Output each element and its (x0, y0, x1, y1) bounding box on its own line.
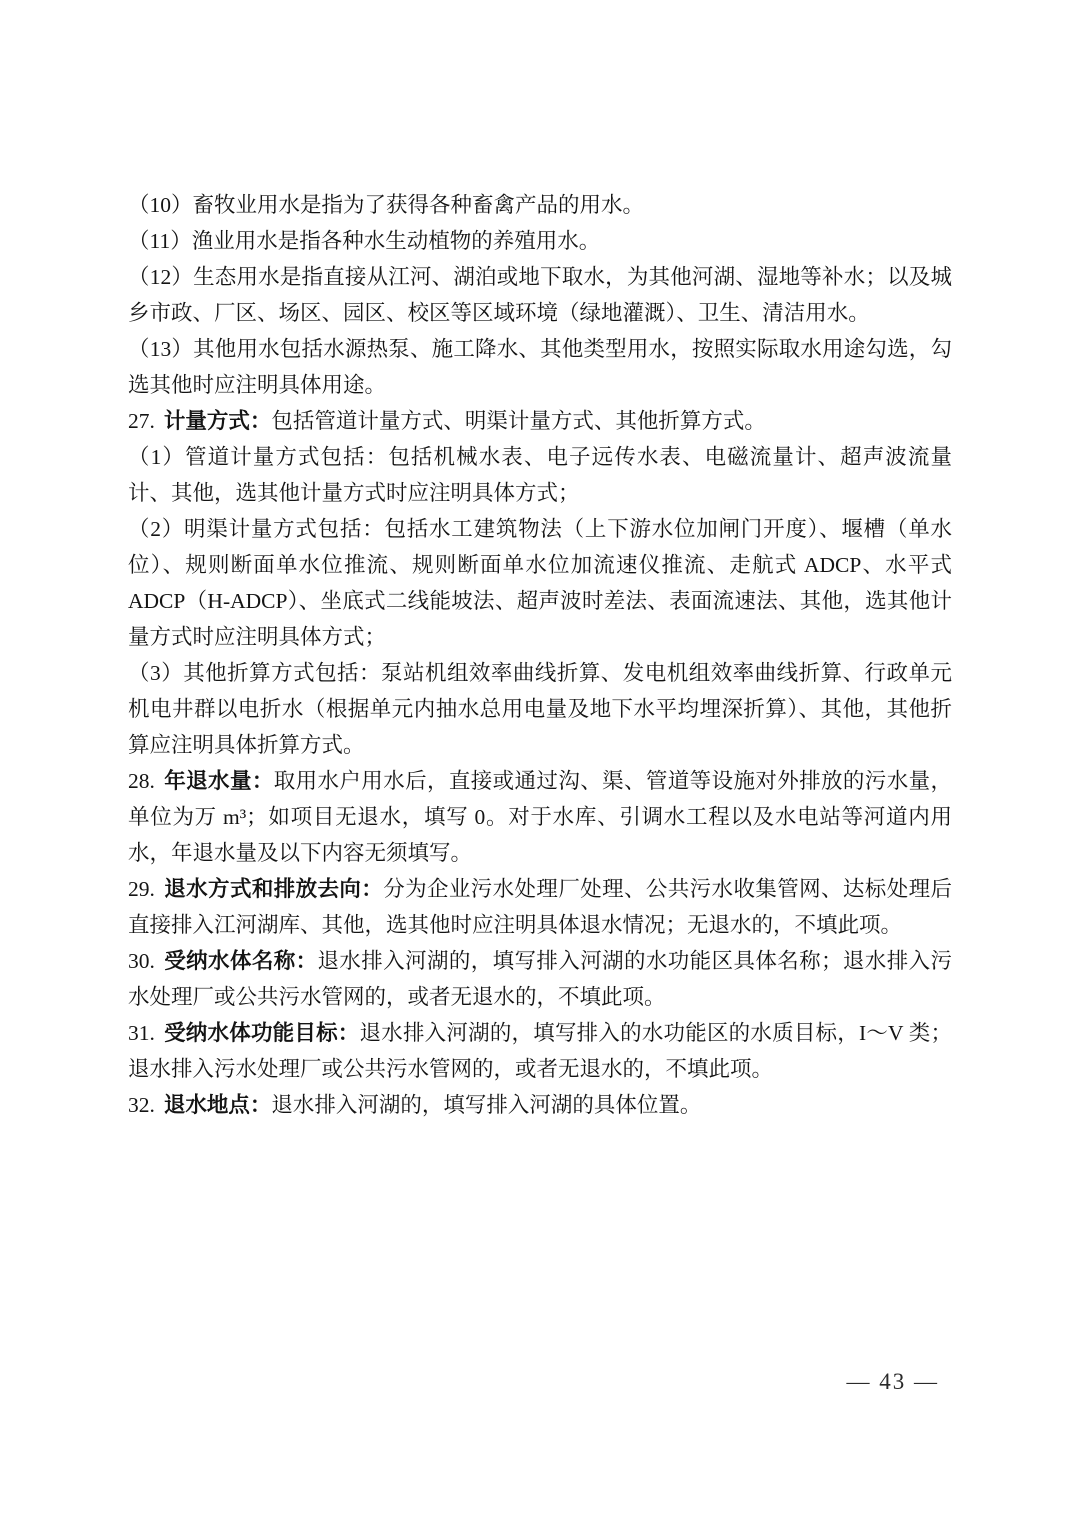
page-number: — 43 — (846, 1369, 939, 1394)
paragraph-number: 32. (128, 1093, 155, 1117)
paragraph-number: 28. (128, 769, 155, 793)
paragraph-term: 受纳水体名称： (163, 949, 318, 973)
paragraph-text: 包括管道计量方式、明渠计量方式、其他折算方式。 (271, 409, 766, 433)
paragraph-text: 分为企业污水处理厂处理、公共污水收集管网、达标处理后直接排入江河湖库、其他，选其他时应注明具体退水情况；无退水的，不填此项。 (128, 877, 952, 937)
paragraph-term: 计量方式： (163, 409, 272, 433)
paragraph-number: 31. (128, 1021, 155, 1045)
paragraph-item-13 (128, 331, 952, 403)
paragraph-text: （3）其他折算方式包括：泵站机组效率曲线折算、发电机组效率曲线折算、行政单元机电井群以电折水（根据单元内抽水总用电量及地下水平均埋深折算）、其他，其他折算应注明具体折算方式。 (128, 661, 952, 757)
paragraph-item-32 (128, 1087, 952, 1123)
paragraph-term: 退水地点： (163, 1093, 272, 1117)
paragraph-item-27-3 (128, 655, 952, 763)
paragraph-text: （2）明渠计量方式包括：包括水工建筑物法（上下游水位加闸门开度）、堰槽（单水位）、规则断面单水位推流、规则断面单水位加流速仪推流、走航式 ADCP、水平式 ADCP（H-ADCP）、坐底式二线能坡法、超声波时差法、表面流速法、其他，选其他计量方式时应注明具体方式； (128, 517, 952, 649)
paragraph-text: （1）管道计量方式包括：包括机械水表、电子远传水表、电磁流量计、超声波流量计、其他，选其他计量方式时应注明具体方式； (128, 445, 952, 505)
paragraph-item-29 (128, 871, 952, 943)
paragraph-item-27 (128, 403, 952, 439)
paragraph-term: 年退水量： (163, 769, 274, 793)
paragraph-text: （11）渔业用水是指各种水生动植物的养殖用水。 (128, 229, 601, 253)
paragraph-item-27-2 (128, 511, 952, 655)
document-body (128, 187, 952, 1123)
paragraph-item-30 (128, 943, 952, 1015)
paragraph-number: 30. (128, 949, 155, 973)
paragraph-text: 退水排入河湖的，填写排入的水功能区的水质目标，I～V 类；退水排入污水处理厂或公共污水管网的，或者无退水的，不填此项。 (128, 1021, 952, 1081)
paragraph-text: （13）其他用水包括水源热泵、施工降水、其他类型用水，按照实际取水用途勾选，勾选其他时应注明具体用途。 (128, 337, 952, 397)
paragraph-number: 27. (128, 409, 155, 433)
paragraph-item-11 (128, 223, 952, 259)
paragraph-term: 受纳水体功能目标： (163, 1021, 360, 1045)
paragraph-text: 取用水户用水后，直接或通过沟、渠、管道等设施对外排放的污水量，单位为万 m³；如项目无退水，填写 0。对于水库、引调水工程以及水电站等河道内用水，年退水量及以下内容无须填写。 (128, 769, 952, 865)
paragraph-number: 29. (128, 877, 155, 901)
paragraph-item-12 (128, 259, 952, 331)
paragraph-text: 退水排入河湖的，填写排入河湖的具体位置。 (271, 1093, 702, 1117)
paragraph-item-28 (128, 763, 952, 871)
paragraph-text: （12）生态用水是指直接从江河、湖泊或地下取水，为其他河湖、湿地等补水；以及城乡市政、厂区、场区、园区、校区等区域环境（绿地灌溉）、卫生、清洁用水。 (128, 265, 952, 325)
paragraph-item-10 (128, 187, 952, 223)
paragraph-item-27-1 (128, 439, 952, 511)
paragraph-text: （10）畜牧业用水是指为了获得各种畜禽产品的用水。 (128, 193, 645, 217)
paragraph-term: 退水方式和排放去向： (163, 877, 384, 901)
paragraph-item-31 (128, 1015, 952, 1087)
paragraph-text: 退水排入河湖的，填写排入河湖的水功能区具体名称；退水排入污水处理厂或公共污水管网的，或者无退水的，不填此项。 (128, 949, 952, 1009)
